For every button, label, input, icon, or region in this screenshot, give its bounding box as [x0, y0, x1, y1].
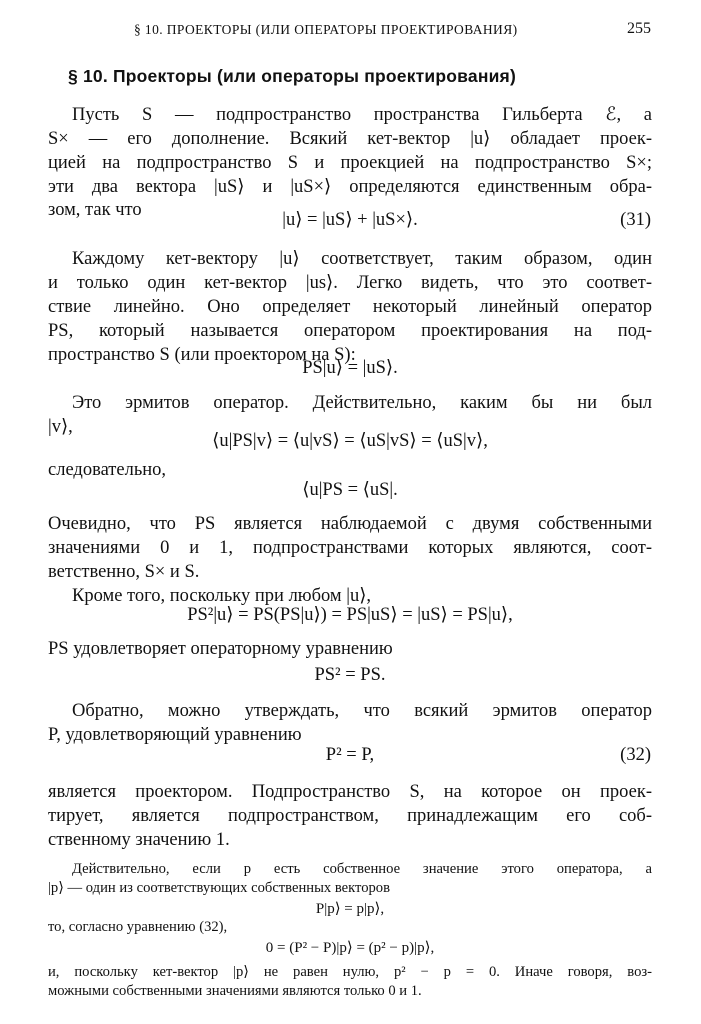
- paragraph-line: пространство S (или проектором на S):: [48, 345, 356, 365]
- paragraph-line: ствие линейно. Оно определяет некоторый линейный оператор: [48, 297, 652, 317]
- paragraph-line: Каждому кет-вектору |u⟩ соответствует, таким образом, один: [72, 249, 652, 269]
- smallprint-line: и, поскольку кет-вектор |p⟩ не равен нулю, p² − p = 0. Иначе говоря, воз-: [48, 964, 652, 980]
- paragraph-line: Кроме того, поскольку при любом |u⟩,: [72, 586, 372, 606]
- equation-zero: 0 = (P² − P)|p⟩ = (p² − p)|p⟩,: [265, 940, 435, 956]
- paragraph-line: P, удовлетворяющий уравнению: [48, 725, 302, 745]
- paragraph-line: Очевидно, что PS является наблюдаемой с двумя собственными: [48, 514, 652, 534]
- paragraph-line: Обратно, можно утверждать, что всякий эрмитов оператор: [72, 701, 652, 721]
- equation-number: (31): [620, 210, 651, 230]
- paragraph-line: PS удовлетворяет операторному уравнению: [48, 639, 393, 659]
- equation-square: PS²|u⟩ = PS(PS|u⟩) = PS|uS⟩ = |uS⟩ = PS|u⟩,: [187, 605, 513, 625]
- equation-projector: PS|u⟩ = |uS⟩.: [302, 358, 398, 378]
- paragraph-line: цией на подпространство S и проекцией на подпространство S×;: [48, 153, 652, 173]
- paragraph-line: является проектором. Подпространство S, на которое он проек-: [48, 782, 652, 802]
- paragraph-line: следовательно,: [48, 460, 167, 480]
- smallprint-line: Действительно, если p есть собственное значение этого оператора, а: [72, 861, 652, 877]
- page-number: 255: [627, 20, 651, 37]
- equation-bra: ⟨u|PS = ⟨uS|.: [302, 480, 398, 500]
- paragraph-line: ственному значению 1.: [48, 830, 230, 850]
- equation-idempotent: PS² = PS.: [314, 665, 386, 685]
- paragraph-line: S× — его дополнение. Всякий кет-вектор |u⟩ обладает проек-: [48, 129, 652, 149]
- paragraph-line: зом, так что: [48, 200, 142, 220]
- paragraph-line: эти два вектора |uS⟩ и |uS×⟩ определяются единственным обра-: [48, 177, 652, 197]
- equation-32: P² = P,: [325, 745, 375, 765]
- running-header: § 10. ПРОЕКТОРЫ (ИЛИ ОПЕРАТОРЫ ПРОЕКТИРОВАНИЯ): [134, 22, 518, 37]
- paragraph-line: и только один кет-вектор |us⟩. Легко видеть, что это соответ-: [48, 273, 652, 293]
- paragraph-line: PS, который называется оператором проектирования на под-: [48, 321, 652, 341]
- smallprint-line: то, согласно уравнению (32),: [48, 919, 228, 935]
- equation-eigen: P|p⟩ = p|p⟩,: [315, 901, 385, 917]
- paragraph-line: ветственно, S× и S.: [48, 562, 200, 582]
- equation-hermitian: ⟨u|PS|v⟩ = ⟨u|vS⟩ = ⟨uS|vS⟩ = ⟨uS|v⟩,: [212, 431, 488, 451]
- smallprint-line: можными собственными значениями являются только 0 и 1.: [48, 983, 422, 999]
- paragraph-line: Пусть S — подпространство пространства Гильберта ℰ, а: [72, 105, 652, 125]
- equation-31: |u⟩ = |uS⟩ + |uS×⟩.: [282, 210, 418, 230]
- paragraph-line: |v⟩,: [48, 417, 73, 437]
- section-title: § 10. Проекторы (или операторы проектирования): [68, 66, 516, 86]
- paragraph-line: Это эрмитов оператор. Действительно, каким бы ни был: [72, 393, 652, 413]
- paragraph-line: значениями 0 и 1, подпространствами которых являются, соот-: [48, 538, 652, 558]
- paragraph-line: тирует, является подпространством, принадлежащим его соб-: [48, 806, 652, 826]
- equation-number: (32): [620, 745, 651, 765]
- smallprint-line: |p⟩ — один из соответствующих собственных векторов: [48, 880, 390, 896]
